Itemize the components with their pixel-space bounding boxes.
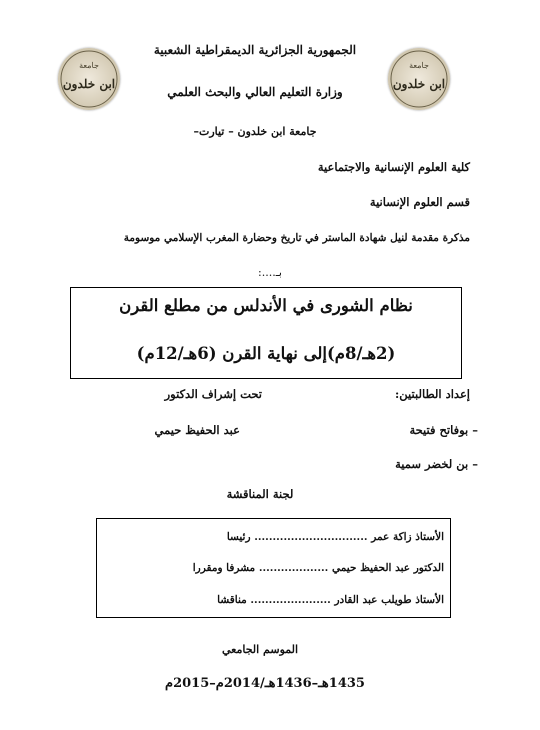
jury-member-row [103,562,444,574]
seal-emblem-icon [58,48,120,110]
thesis-title-box [70,287,462,379]
student-name-2: – بن لخضر سمية [395,457,478,471]
university-seal-right [388,48,450,110]
supervisor-name: عبد الحفيظ حيمي [154,423,240,437]
jury-member-name: الأستاذ زاكة عمر [371,531,444,543]
jury-member-row [103,594,444,606]
ministry-name: وزارة التعليم العالي والبحث العلمي [167,85,343,99]
jury-dots: ...................... [250,594,331,606]
seal-top-text: جامعة [409,61,429,70]
jury-title: لجنة المناقشة [226,487,294,501]
department-name: قسم العلوم الإنسانية [369,195,470,209]
university-seal-left [58,48,120,110]
seal-emblem-icon [388,48,450,110]
jury-box [96,518,451,618]
jury-member-row [103,531,444,543]
seal-top-text: جامعة [79,61,99,70]
students-label: إعداد الطالبتين: [395,387,470,401]
jury-member-role: رئيسا [226,531,251,543]
jury-member-name: الدكتور عبد الحفيظ حيمي [331,562,444,574]
season-label: الموسم الجامعي [221,643,299,656]
seal-main-text: ابن خلدون [392,77,446,91]
university-name: جامعة ابن خلدون – تيارت– [193,125,317,138]
student-name-1: – بوفاتح فتيحة [409,423,478,437]
memo-intro: مذكرة مقدمة لنيل شهادة الماستر في تاريخ وحضارة المغرب الإسلامي موسومة [123,232,470,244]
jury-member-role: مشرفا ومقررا [192,562,256,574]
republic-name: الجمهورية الجزائرية الديمقراطية الشعبية [153,43,357,57]
by-line: بـ....: [258,266,282,279]
jury-member-name: الأستاذ طويلب عبد القادر [334,594,444,606]
thesis-title-line-2: (2هـ/8م)إلى نهاية القرن (6هـ/12م) [136,344,396,363]
jury-dots: ................... [258,562,329,574]
supervisor-label: تحت إشراف الدكتور [164,387,262,401]
season-years: 1435هـ–1436هـ/2014م–2015م [165,676,365,691]
jury-member-role: مناقشا [217,594,247,606]
seal-main-text: ابن خلدون [62,77,116,91]
faculty-name: كلية العلوم الإنسانية والاجتماعية [317,160,470,174]
jury-dots: ............................... [254,531,368,543]
thesis-title-line-1: نظام الشورى في الأندلس من مطلع القرن [119,296,413,315]
